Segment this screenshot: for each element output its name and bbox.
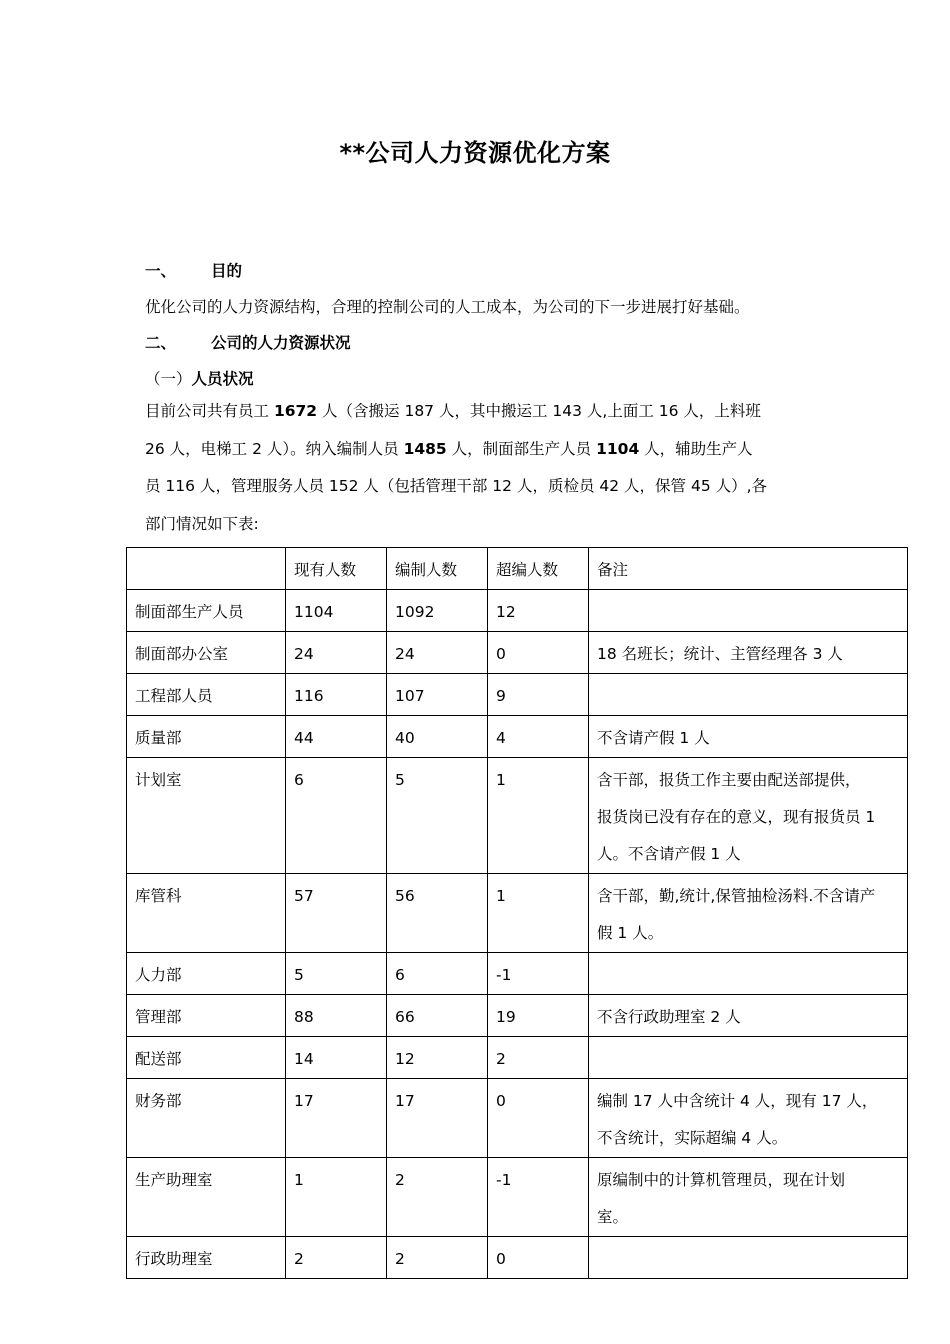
section-heading-purpose (145, 259, 242, 281)
over-quota-cell: 0 (488, 1237, 589, 1279)
over-quota-cell: -1 (488, 1158, 589, 1237)
table-header-cell: 超编人数 (488, 548, 589, 590)
department-cell: 生产助理室 (127, 1158, 286, 1237)
purpose-paragraph: 优化公司的人力资源结构，合理的控制公司的人工成本，为公司的下一步进展打好基础。 (145, 298, 750, 316)
quota-count-cell: 56 (387, 874, 488, 953)
note-cell (589, 953, 908, 995)
paragraph-line (145, 431, 815, 469)
department-cell: 人力部 (127, 953, 286, 995)
current-count-cell: 44 (286, 716, 387, 758)
over-quota-cell: -1 (488, 953, 589, 995)
note-line: 假 1 人。 (597, 924, 664, 942)
table-row (127, 1237, 908, 1279)
department-cell: 财务部 (127, 1079, 286, 1158)
department-cell: 质量部 (127, 716, 286, 758)
text-run: 人（含搬运 187 人，其中搬运工 143 人,上面工 16 人，上料班 (322, 402, 761, 420)
text-run: 人，制面部生产人员 (451, 439, 592, 458)
department-cell: 库管科 (127, 874, 286, 953)
over-quota-cell: 4 (488, 716, 589, 758)
over-quota-cell: 1 (488, 758, 589, 874)
document-title: **公司人力资源优化方案 (339, 139, 611, 167)
quota-count-cell: 6 (387, 953, 488, 995)
text-run: 26 人，电梯工 2 人）。纳入编制人员 (145, 439, 399, 458)
staff-table (126, 547, 908, 1279)
note-cell (589, 758, 908, 874)
quota-count-cell: 1092 (387, 590, 488, 632)
paragraph-line: 员 116 人，管理服务人员 152 人（包括管理干部 12 人，质检员 42 人，保管 45 人）,各 (145, 477, 768, 495)
note-line: 人。不含请产假 1 人 (597, 845, 741, 863)
current-count-cell: 6 (286, 758, 387, 874)
over-quota-cell: 12 (488, 590, 589, 632)
over-quota-cell: 2 (488, 1037, 589, 1079)
quota-count-cell: 66 (387, 995, 488, 1037)
note-cell: 18 名班长；统计、主管经理各 3 人 (589, 632, 908, 674)
note-line: 编制 17 人中含统计 4 人，现有 17 人， (597, 1092, 878, 1110)
current-count-cell: 116 (286, 674, 387, 716)
total-staff-count: 1672 (273, 402, 318, 420)
subsection-number: （一） (145, 370, 192, 388)
section-heading-hr-status (145, 331, 351, 353)
table-header-cell: 备注 (589, 548, 908, 590)
current-count-cell: 14 (286, 1037, 387, 1079)
table-row (127, 1037, 908, 1079)
production-staff-count: 1104 (596, 439, 640, 458)
subsection-title: 人员状况 (191, 370, 254, 388)
note-cell (589, 674, 908, 716)
paragraph-line (145, 393, 815, 431)
quota-staff-count: 1485 (403, 439, 447, 458)
current-count-cell: 24 (286, 632, 387, 674)
note-cell (589, 874, 908, 953)
note-line: 不含统计，实际超编 4 人。 (597, 1129, 788, 1147)
current-count-cell: 2 (286, 1237, 387, 1279)
subsection-heading-staff (145, 367, 254, 389)
note-cell: 不含请产假 1 人 (589, 716, 908, 758)
table-header-cell (127, 548, 286, 590)
section-number: 二、 (145, 334, 177, 352)
department-cell: 配送部 (127, 1037, 286, 1079)
paragraph-line: 部门情况如下表: (145, 514, 259, 533)
department-cell: 制面部生产人员 (127, 590, 286, 632)
table-row (127, 874, 908, 953)
note-cell (589, 1079, 908, 1158)
table-header-row (127, 548, 908, 590)
table-row (127, 953, 908, 995)
note-line: 原编制中的计算机管理员，现在计划 (597, 1171, 846, 1189)
table-header-cell: 现有人数 (286, 548, 387, 590)
quota-count-cell: 107 (387, 674, 488, 716)
note-cell (589, 590, 908, 632)
quota-count-cell: 2 (387, 1237, 488, 1279)
note-line: 含干部，报货工作主要由配送部提供， (597, 771, 861, 789)
quota-count-cell: 40 (387, 716, 488, 758)
current-count-cell: 88 (286, 995, 387, 1037)
over-quota-cell: 19 (488, 995, 589, 1037)
note-cell (589, 1237, 908, 1279)
staff-summary-paragraph (145, 393, 815, 543)
table-header-cell: 编制人数 (387, 548, 488, 590)
table-row (127, 674, 908, 716)
table-row (127, 1079, 908, 1158)
quota-count-cell: 12 (387, 1037, 488, 1079)
current-count-cell: 1104 (286, 590, 387, 632)
over-quota-cell: 1 (488, 874, 589, 953)
current-count-cell: 17 (286, 1079, 387, 1158)
table-row (127, 758, 908, 874)
table-row (127, 716, 908, 758)
quota-count-cell: 5 (387, 758, 488, 874)
table-row (127, 995, 908, 1037)
quota-count-cell: 17 (387, 1079, 488, 1158)
note-line: 室。 (597, 1208, 629, 1226)
note-cell (589, 1037, 908, 1079)
table-row (127, 590, 908, 632)
over-quota-cell: 0 (488, 632, 589, 674)
current-count-cell: 5 (286, 953, 387, 995)
table-row (127, 1158, 908, 1237)
section-title: 目的 (211, 262, 243, 280)
department-cell: 行政助理室 (127, 1237, 286, 1279)
current-count-cell: 57 (286, 874, 387, 953)
department-cell: 制面部办公室 (127, 632, 286, 674)
current-count-cell: 1 (286, 1158, 387, 1237)
quota-count-cell: 24 (387, 632, 488, 674)
section-title: 公司的人力资源状况 (211, 334, 351, 352)
note-line: 含干部，勤,统计,保管抽检汤料.不含请产 (597, 887, 876, 905)
quota-count-cell: 2 (387, 1158, 488, 1237)
table-row (127, 632, 908, 674)
section-number: 一、 (145, 262, 177, 280)
department-cell: 管理部 (127, 995, 286, 1037)
text-run: 目前公司共有员工 (145, 402, 270, 420)
note-line: 报货岗已没有存在的意义，现有报货员 1 (597, 808, 876, 826)
note-cell: 不含行政助理室 2 人 (589, 995, 908, 1037)
over-quota-cell: 9 (488, 674, 589, 716)
over-quota-cell: 0 (488, 1079, 589, 1158)
text-run: 人，辅助生产人 (644, 439, 753, 458)
note-cell (589, 1158, 908, 1237)
department-cell: 工程部人员 (127, 674, 286, 716)
department-cell: 计划室 (127, 758, 286, 874)
